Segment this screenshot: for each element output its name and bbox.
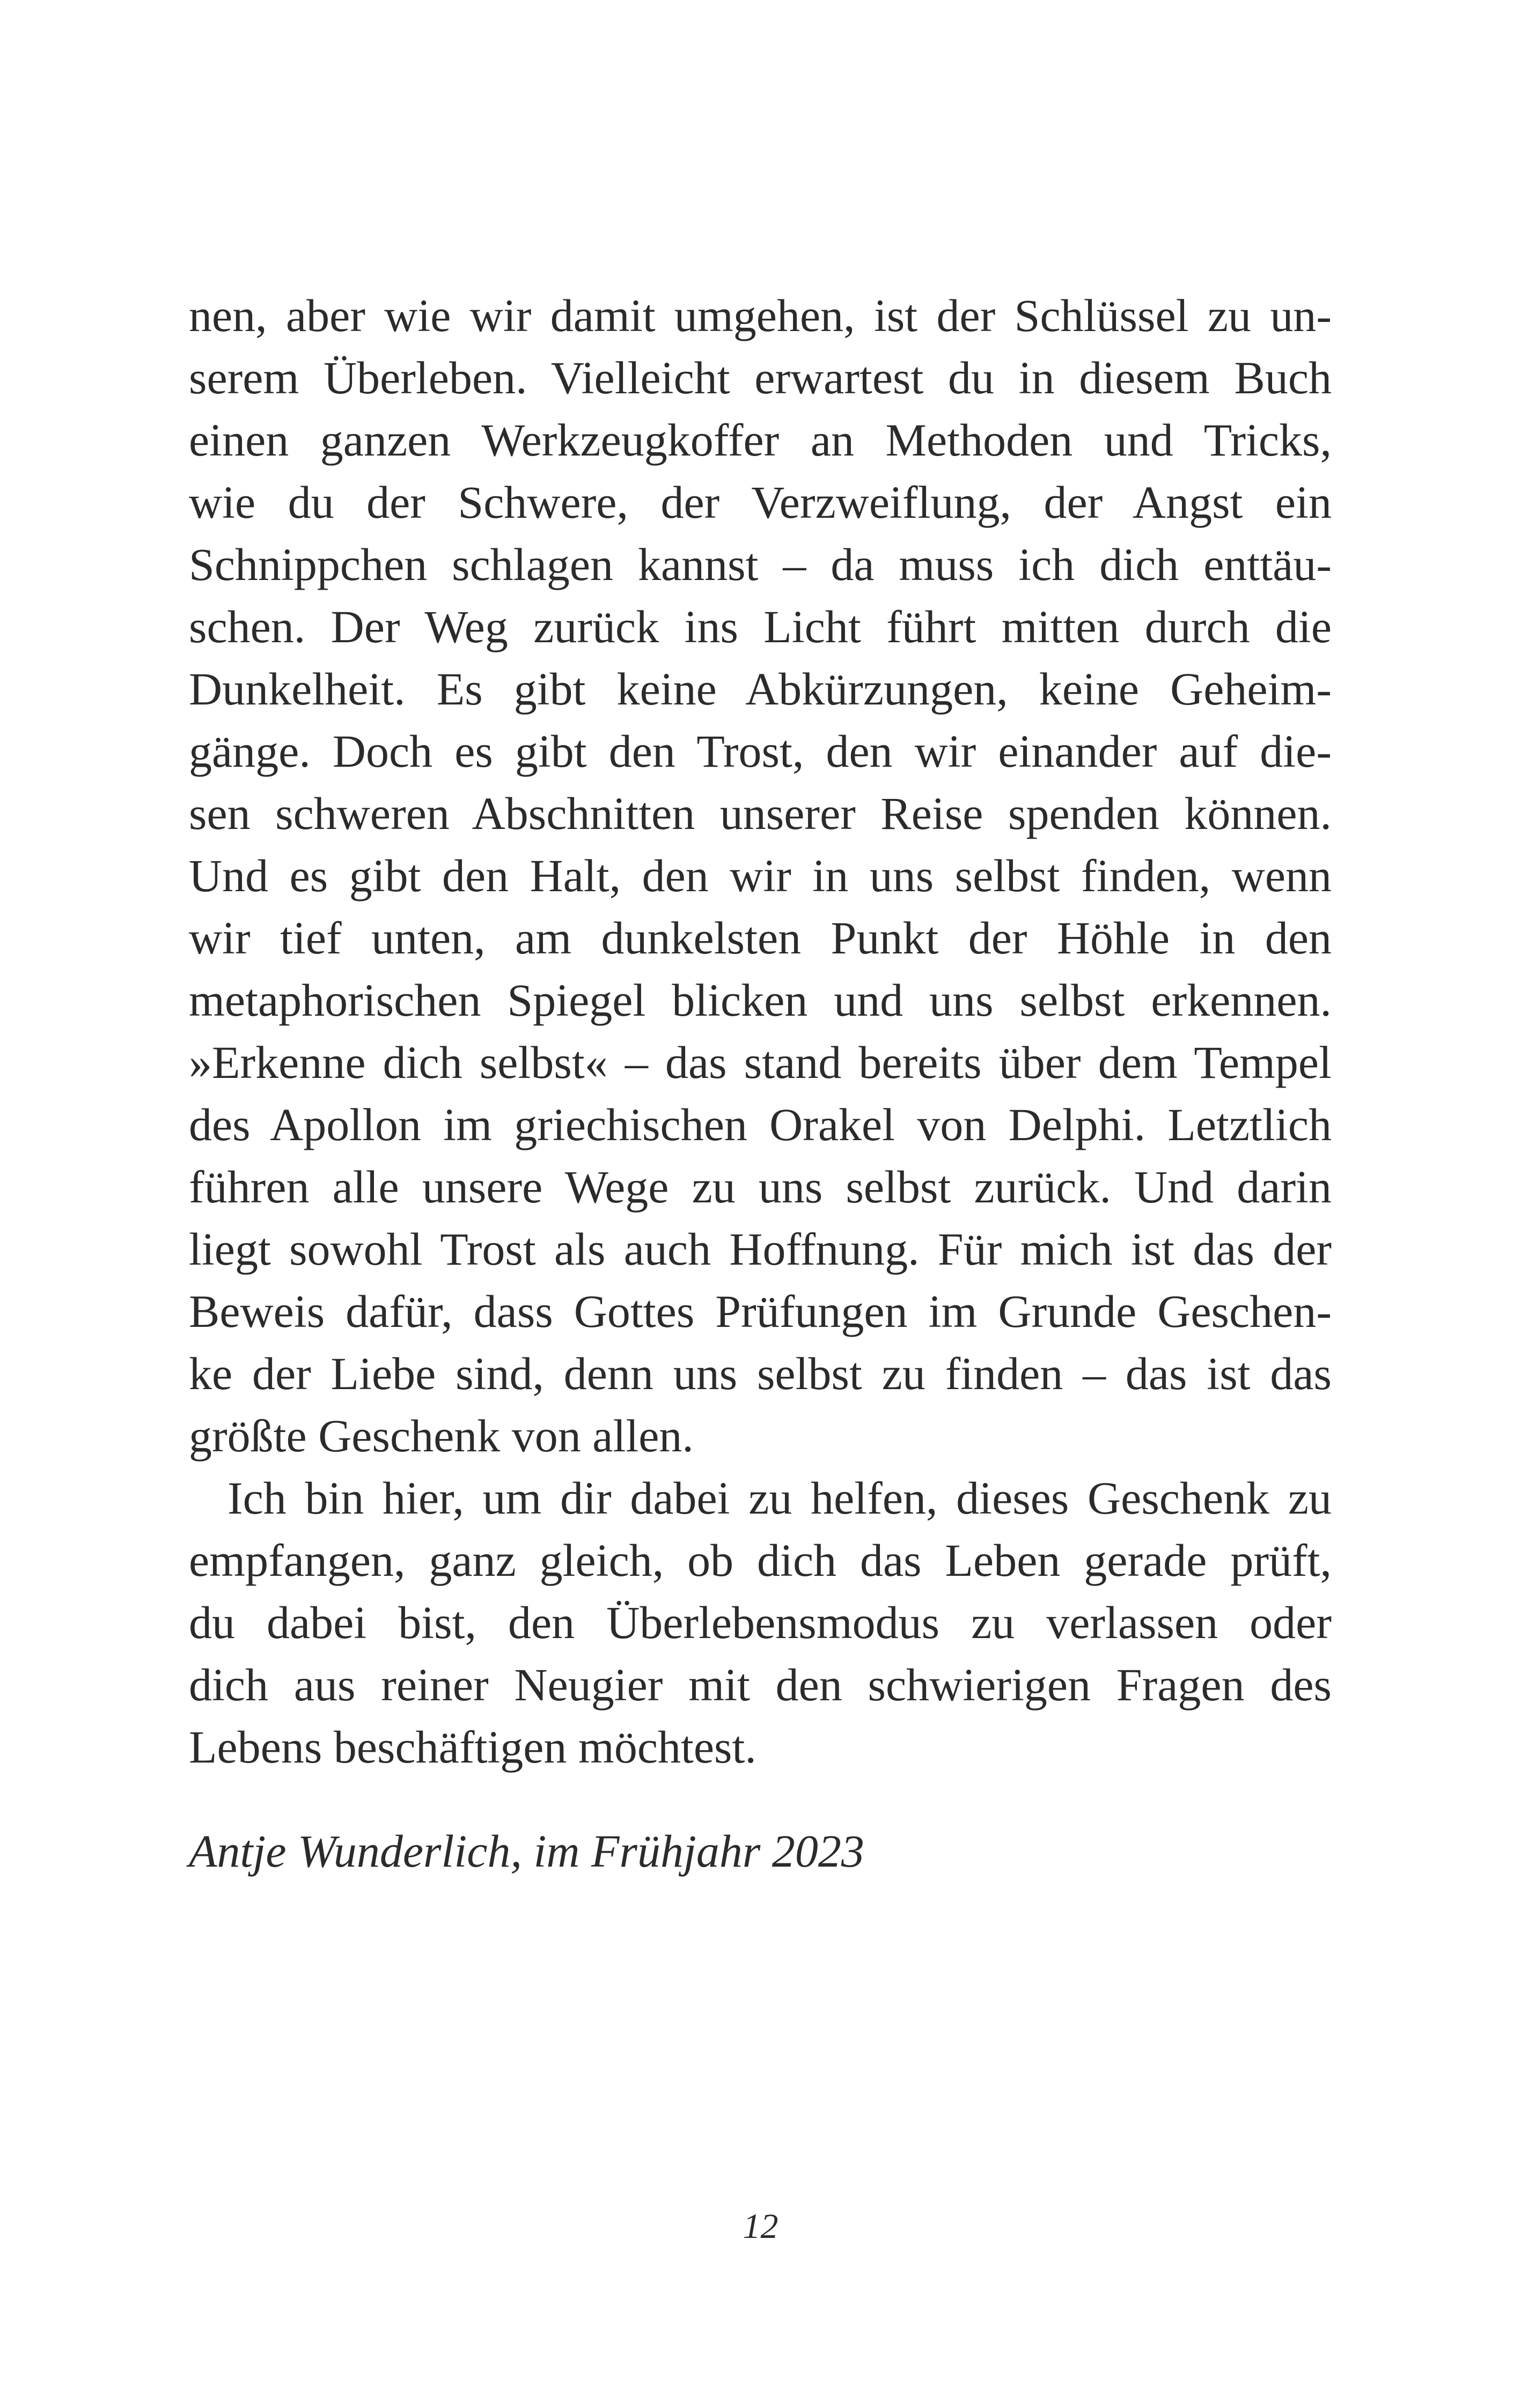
text-line: Schnippchen schlagen kannst – da muss ich dich enttäu- — [189, 539, 1332, 590]
text-line: einen ganzen Werkzeugkoffer an Methoden und Tricks, — [189, 414, 1332, 466]
signature: Antje Wunderlich, im Frühjahr 2023 — [189, 1825, 864, 1877]
body-text — [189, 284, 1332, 1778]
text-line: serem Überleben. Vielleicht erwartest du in diesem Buch — [189, 352, 1332, 403]
text-line: dich aus reiner Neugier mit den schwierigen Fragen des — [189, 1659, 1332, 1710]
text-line: empfangen, ganz gleich, ob dich das Leben gerade prüft, — [189, 1535, 1332, 1586]
text-line: Beweis dafür, dass Gottes Prüfungen im Grunde Geschen- — [189, 1286, 1332, 1337]
text-line: wie du der Schwere, der Verzweiflung, der Angst ein — [189, 476, 1332, 528]
text-line: liegt sowohl Trost als auch Hoffnung. Für mich ist das der — [189, 1223, 1332, 1275]
text-line: führen alle unsere Wege zu uns selbst zurück. Und darin — [189, 1161, 1332, 1213]
text-line: »Erkenne dich selbst« – das stand bereits über dem Tempel — [189, 1037, 1332, 1088]
text-line: du dabei bist, den Überlebensmodus zu verlassen oder — [189, 1597, 1332, 1648]
text-line: gänge. Doch es gibt den Trost, den wir einander auf die- — [189, 725, 1332, 777]
text-line: metaphorischen Spiegel blicken und uns selbst erkennen. — [189, 974, 1332, 1026]
page-number: 12 — [743, 2207, 778, 2246]
text-line: sen schweren Abschnitten unserer Reise spenden können. — [189, 788, 1332, 839]
text-line: größte Geschenk von allen. — [189, 1410, 694, 1462]
text-line: nen, aber wie wir damit umgehen, ist der Schlüssel zu un- — [189, 290, 1332, 341]
text-line: ke der Liebe sind, denn uns selbst zu finden – das ist das — [189, 1348, 1332, 1399]
text-line: Dunkelheit. Es gibt keine Abkürzungen, keine Geheim- — [189, 663, 1332, 715]
text-line: des Apollon im griechischen Orakel von Delphi. Letztlich — [189, 1099, 1332, 1150]
text-line: wir tief unten, am dunkelsten Punkt der Höhle in den — [189, 912, 1332, 964]
text-line: Ich bin hier, um dir dabei zu helfen, dieses Geschenk zu — [227, 1472, 1332, 1524]
text-line: Und es gibt den Halt, den wir in uns selbst finden, wenn — [189, 850, 1332, 901]
text-line: schen. Der Weg zurück ins Licht führt mitten durch die — [189, 601, 1332, 652]
text-line: Lebens beschäftigen möchtest. — [189, 1721, 756, 1773]
